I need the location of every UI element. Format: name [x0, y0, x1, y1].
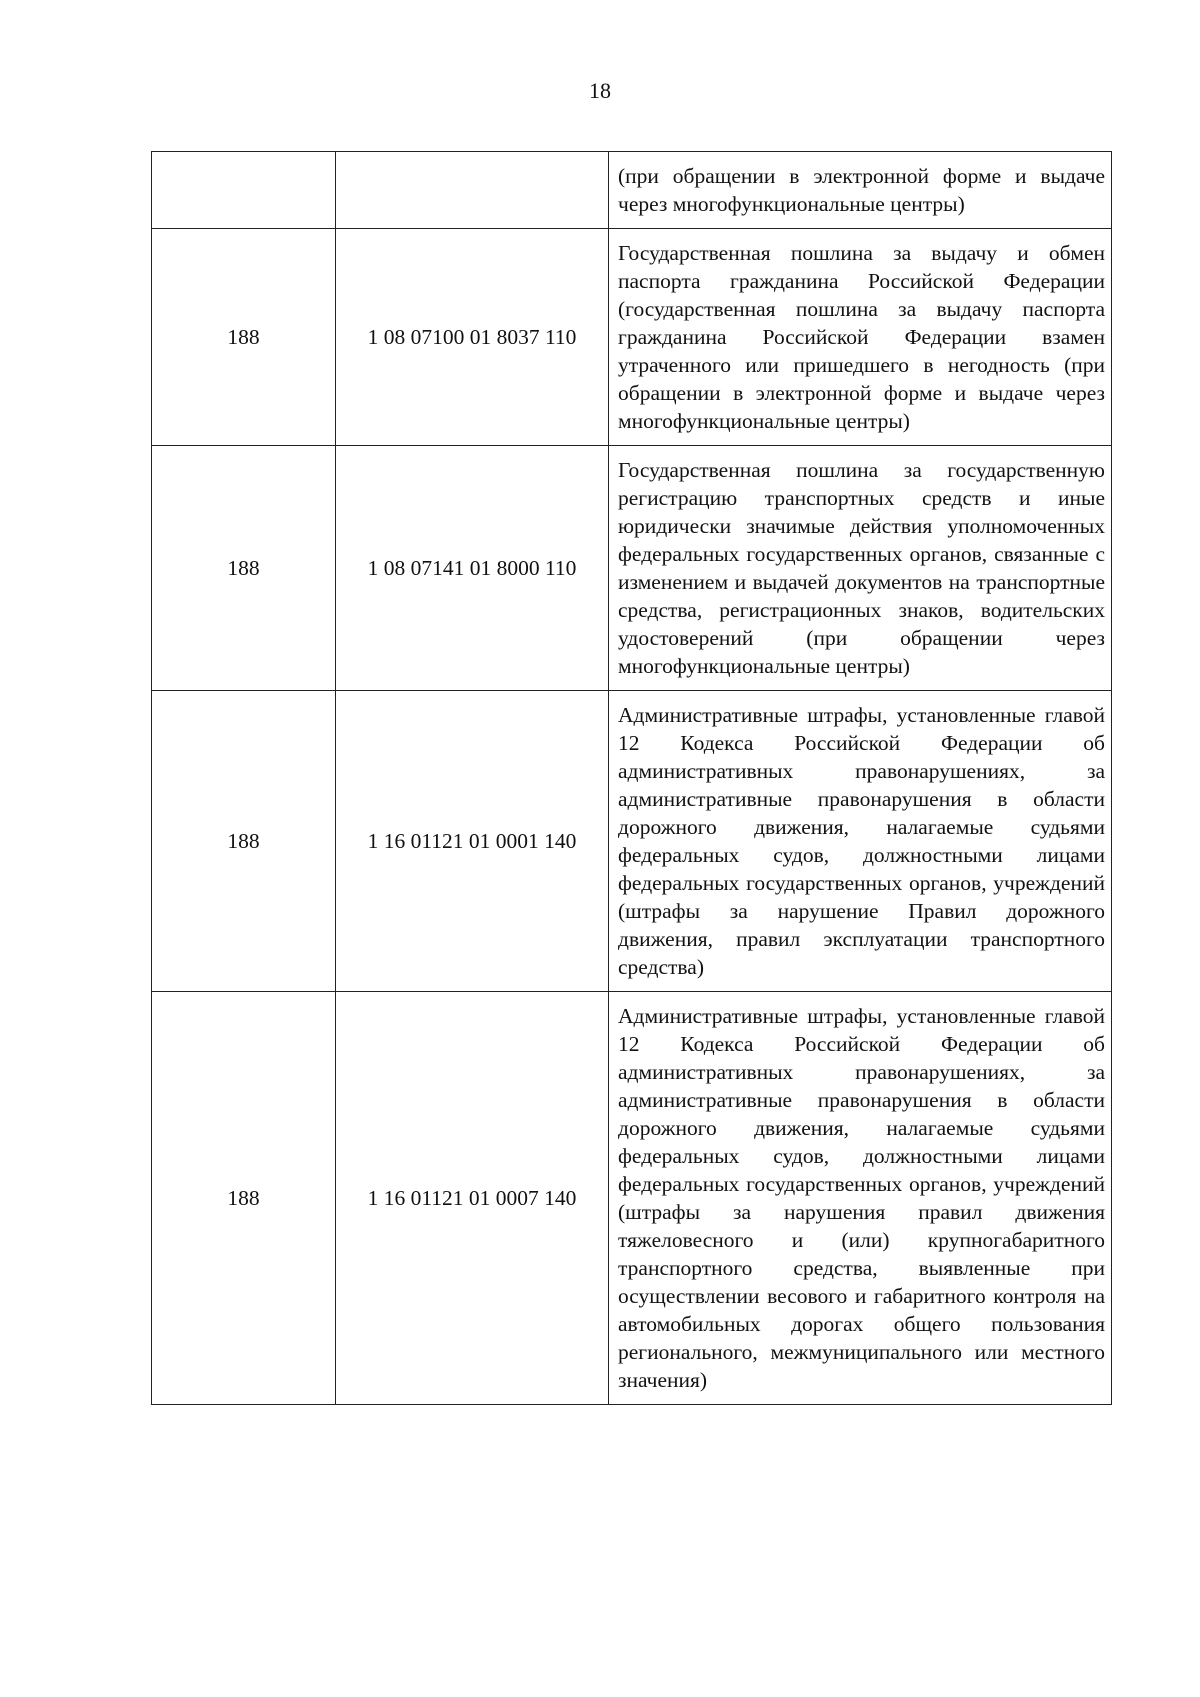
kbk-code-cell: 1 08 07100 01 8037 110 [336, 229, 609, 446]
revenue-name-text: Административные штрафы, установленные главой 12 Кодекса Российской Федерации об административных правонарушениях, за административные правонарушения в области дорожного движения, налагаемые судьями федеральных судов, должностными лицами федеральных государственных органов, учреждений (штрафы за нарушения правил движения тяжеловесного и (или) крупногабаритного транспортного средства, выявленные при осуществлении весового и габаритного контроля на автомобильных дорогах общего пользования регионального, межмуниципального или местного значения) [618, 1004, 1105, 1392]
revenue-codes-table [151, 151, 1112, 1405]
table-row [152, 152, 1112, 229]
revenue-name-cell [609, 229, 1112, 446]
table-row [152, 992, 1112, 1405]
table-row [152, 446, 1112, 691]
admin-code-cell: 188 [152, 691, 336, 992]
revenue-name-cell [609, 446, 1112, 691]
revenue-name-text: (при обращении в электронной форме и выдаче через многофункциональные центры) [618, 164, 1105, 216]
revenue-name-cell [609, 152, 1112, 229]
revenue-name-text: Государственная пошлина за государственную регистрацию транспортных средств и иные юридически значимые действия уполномоченных федеральных государственных органов, связанные с изменением и выдачей документов на транспортные средства, регистрационных знаков, водительских удостоверений (при обращении через многофункциональные центры) [618, 458, 1105, 678]
admin-code-cell: 188 [152, 992, 336, 1405]
revenue-name-cell [609, 992, 1112, 1405]
admin-code-cell [152, 152, 336, 229]
kbk-code-cell [336, 152, 609, 229]
revenue-name-text: Административные штрафы, установленные главой 12 Кодекса Российской Федерации об административных правонарушениях, за административные правонарушения в области дорожного движения, налагаемые судьями федеральных судов, должностными лицами федеральных государственных органов, учреждений (штрафы за нарушение Правил дорожного движения, правил эксплуатации транспортного средства) [618, 703, 1105, 979]
admin-code-cell: 188 [152, 446, 336, 691]
revenue-name-cell [609, 691, 1112, 992]
admin-code-cell: 188 [152, 229, 336, 446]
kbk-code-cell: 1 16 01121 01 0007 140 [336, 992, 609, 1405]
table-row [152, 691, 1112, 992]
revenue-name-text: Государственная пошлина за выдачу и обмен паспорта гражданина Российской Федерации (государственная пошлина за выдачу паспорта гражданина Российской Федерации взамен утраченного или пришедшего в негодность (при обращении в электронной форме и выдаче через многофункциональные центры) [618, 241, 1105, 433]
page-number: 18 [589, 78, 611, 103]
kbk-code-cell: 1 08 07141 01 8000 110 [336, 446, 609, 691]
table-row [152, 229, 1112, 446]
kbk-code-cell: 1 16 01121 01 0001 140 [336, 691, 609, 992]
